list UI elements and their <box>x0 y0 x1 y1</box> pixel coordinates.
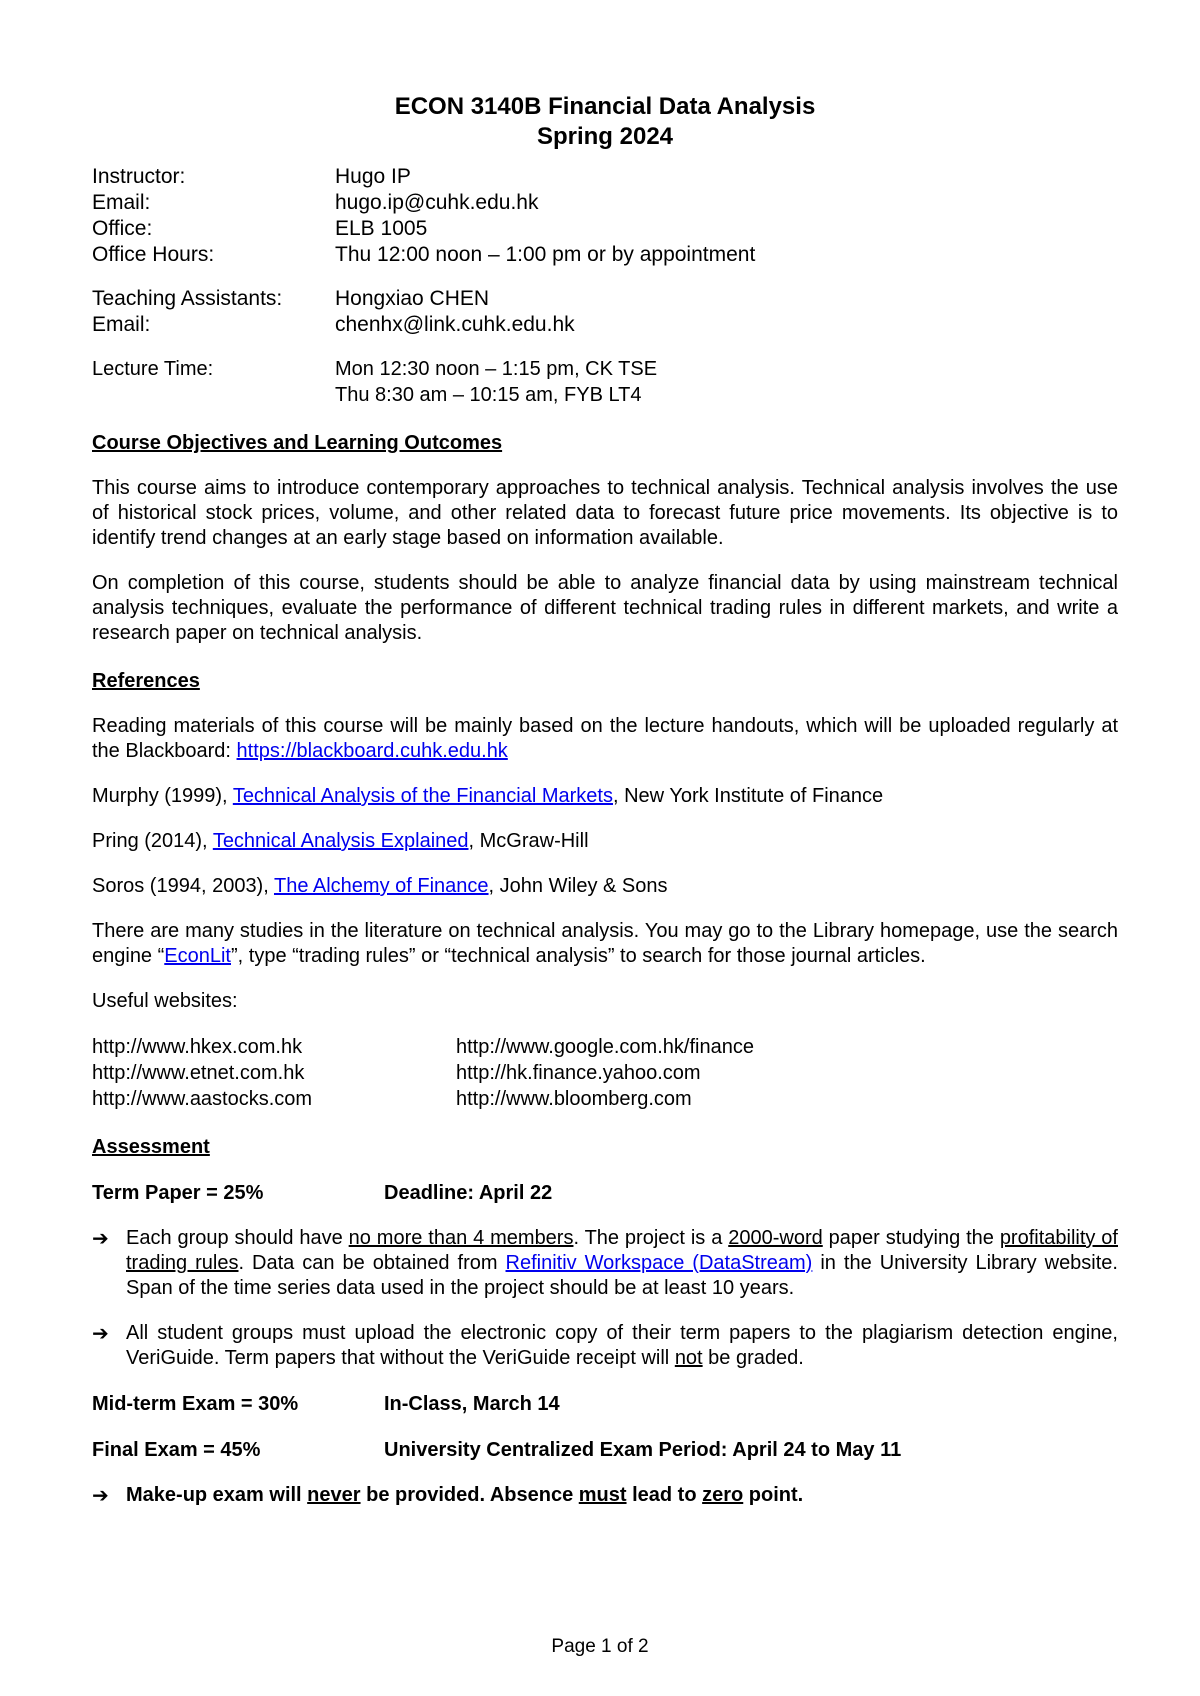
office-label: Office: <box>92 217 153 240</box>
arrow-icon: ➔ <box>92 1321 109 1345</box>
office-hours: Thu 12:00 noon – 1:00 pm or by appointment <box>335 243 756 266</box>
syllabus-page <box>92 92 1118 1508</box>
instructor-label: Instructor: <box>92 165 186 188</box>
ta-email: chenhx@link.cuhk.edu.hk <box>335 313 575 336</box>
final-exam-info: University Centralized Exam Period: April 24 to May 11 <box>384 1439 902 1461</box>
ta-name: Hongxiao CHEN <box>335 287 490 310</box>
term-paper-row <box>92 1180 1118 1206</box>
website-etnet[interactable]: http://www.etnet.com.hk <box>92 1062 305 1084</box>
instructor-name: Hugo IP <box>335 165 411 188</box>
pring-book-link[interactable]: Technical Analysis Explained <box>212 830 469 852</box>
website-google-finance[interactable]: http://www.google.com.hk/finance <box>456 1036 754 1058</box>
semester-title: Spring 2024 <box>536 123 674 150</box>
reference-pring: Pring (2014), Technical Analysis Explained, McGraw-Hill <box>92 830 589 852</box>
midterm-row <box>92 1391 1118 1417</box>
term-paper-deadline: Deadline: April 22 <box>384 1182 553 1204</box>
office-location: ELB 1005 <box>335 217 428 240</box>
useful-websites <box>92 1034 1118 1112</box>
website-aastocks[interactable]: http://www.aastocks.com <box>92 1088 313 1110</box>
email-label: Email: <box>92 191 151 214</box>
page-number: Page 1 of 2 <box>551 1636 649 1657</box>
final-exam-row <box>92 1437 1118 1463</box>
ta-email-label: Email: <box>92 313 151 336</box>
assessment-heading: Assessment <box>92 1136 210 1158</box>
studies-paragraph: There are many studies in the literature on technical analysis. You may go to the Library homepage, use the search engine “EconLit”, type “trading rules” or “technical analysis” to search for those journal articles. <box>92 920 1118 967</box>
blackboard-link[interactable]: https://blackboard.cuhk.edu.hk <box>236 740 508 762</box>
objectives-heading: Course Objectives and Learning Outcomes <box>92 432 503 454</box>
final-exam-label: Final Exam = 45% <box>92 1439 261 1461</box>
lecture-time-2: Thu 8:30 am – 10:15 am, FYB LT4 <box>335 384 642 406</box>
term-paper-bullet-1: ➔ Each group should have no more than 4 members. The project is a 2000-word paper studying the profitability of trading rules. Data can be obtained from Refinitiv Workspace (DataStream) in the University Library website. Span of the time series data used in the project should be at least 10 years. <box>92 1226 1118 1299</box>
office-hours-label: Office Hours: <box>92 243 215 266</box>
website-bloomberg[interactable]: http://www.bloomberg.com <box>456 1088 692 1110</box>
term-paper-label: Term Paper = 25% <box>92 1182 264 1204</box>
objectives-paragraph-1: This course aims to introduce contemporary approaches to technical analysis. Technical analysis involves the use of historical stock prices, volume, and other related data to forecast future price movements. Its objective is to identify trend changes at an early stage based on information available. <box>92 477 1118 549</box>
reading-materials: Reading materials of this course will be mainly based on the lecture handouts, which will be uploaded regularly at the Blackboard: https://blackboard.cuhk.edu.hk <box>92 715 1118 762</box>
reference-soros: Soros (1994, 2003), The Alchemy of Finance, John Wiley & Sons <box>92 875 668 897</box>
refinitiv-link[interactable]: Refinitiv Workspace (DataStream) <box>505 1252 813 1274</box>
murphy-book-link[interactable]: Technical Analysis of the Financial Markets <box>232 785 613 807</box>
lecture-time-1: Mon 12:30 noon – 1:15 pm, CK TSE <box>335 358 658 380</box>
midterm-label: Mid-term Exam = 30% <box>92 1393 299 1415</box>
econlit-link[interactable]: EconLit <box>164 945 231 967</box>
useful-websites-label: Useful websites: <box>92 990 238 1012</box>
objectives-paragraph-2: On completion of this course, students should be able to analyze financial data by using mainstream technical analysis techniques, evaluate the performance of different technical trading rules in different markets, and write a research paper on technical analysis. <box>92 572 1118 644</box>
arrow-icon: ➔ <box>92 1226 109 1250</box>
website-hkex[interactable]: http://www.hkex.com.hk <box>92 1036 303 1058</box>
makeup-exam-bullet: ➔ Make-up exam will never be provided. Absence must lead to zero point. <box>92 1483 804 1507</box>
lecture-label: Lecture Time: <box>92 358 214 380</box>
soros-book-link[interactable]: The Alchemy of Finance <box>273 875 489 897</box>
midterm-info: In-Class, March 14 <box>384 1393 560 1415</box>
website-yahoo-finance[interactable]: http://hk.finance.yahoo.com <box>456 1062 701 1084</box>
course-title: ECON 3140B Financial Data Analysis <box>394 93 816 120</box>
ta-label: Teaching Assistants: <box>92 287 283 310</box>
references-heading: References <box>92 670 200 692</box>
instructor-email: hugo.ip@cuhk.edu.hk <box>335 191 539 214</box>
term-paper-bullet-2: ➔ All student groups must upload the electronic copy of their term papers to the plagiarism detection engine, VeriGuide. Term papers that without the VeriGuide receipt will not be graded. <box>92 1321 1118 1369</box>
reference-murphy: Murphy (1999), Technical Analysis of the Financial Markets, New York Institute of Finance <box>92 785 884 807</box>
arrow-icon: ➔ <box>92 1483 109 1507</box>
contact-info <box>92 164 1118 408</box>
